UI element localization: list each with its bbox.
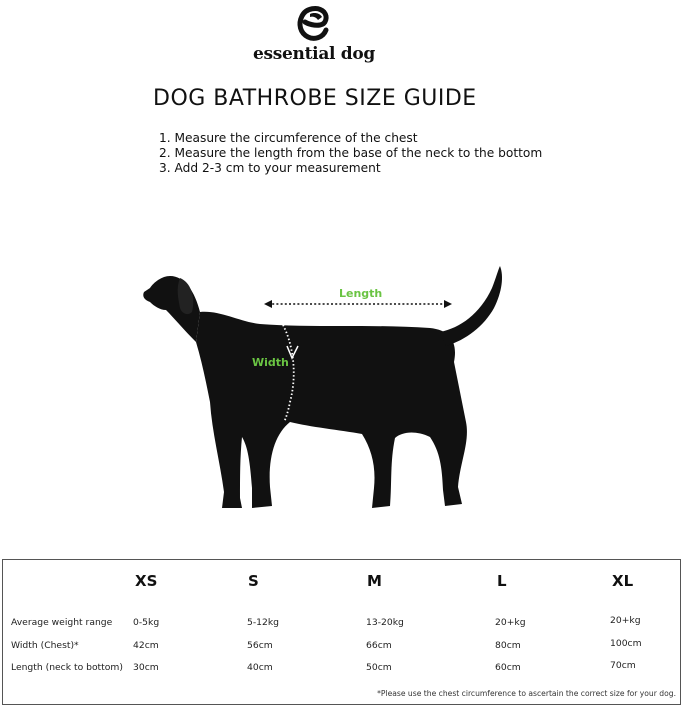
page-title: DOG BATHROBE SIZE GUIDE <box>153 86 477 111</box>
table-cell: 100cm <box>610 638 642 649</box>
length-arrow-right-head <box>444 300 452 308</box>
step-item: 3. Add 2-3 cm to your measurement <box>159 161 381 175</box>
size-header-m: M <box>367 572 382 590</box>
table-cell: 20+kg <box>495 617 526 628</box>
table-cell: 60cm <box>495 662 521 673</box>
table-cell: 70cm <box>610 660 636 671</box>
size-table <box>2 559 681 705</box>
table-cell: 66cm <box>366 640 392 651</box>
dog-e-logo-icon <box>296 4 332 44</box>
row-label-width: Width (Chest)* <box>11 640 79 651</box>
table-cell: 56cm <box>247 640 273 651</box>
step-item: 1. Measure the circumference of the chest <box>159 131 418 145</box>
table-cell: 0-5kg <box>133 617 160 628</box>
size-header-s: S <box>248 572 259 590</box>
size-note: *Please use the chest circumference to ascertain the correct size for your dog. <box>377 689 676 698</box>
size-header-xs: XS <box>135 572 158 590</box>
table-cell: 42cm <box>133 640 159 651</box>
table-cell: 5-12kg <box>247 617 280 628</box>
step-item: 2. Measure the length from the base of the neck to the bottom <box>159 146 543 160</box>
row-label-length: Length (neck to bottom) <box>11 662 123 673</box>
table-cell: 50cm <box>366 662 392 673</box>
size-header-xl: XL <box>612 572 634 590</box>
table-cell: 13-20kg <box>366 617 404 628</box>
brand-name: essential dog <box>252 44 376 64</box>
row-label-weight: Average weight range <box>11 617 113 628</box>
length-arrow-left-head <box>264 300 272 308</box>
table-cell: 40cm <box>247 662 273 673</box>
length-label: Length <box>339 287 383 300</box>
measurement-steps <box>159 131 542 176</box>
size-header-l: L <box>497 572 507 590</box>
dog-silhouette-diagram <box>140 262 505 512</box>
width-label: Width <box>252 356 289 369</box>
table-cell: 80cm <box>495 640 521 651</box>
table-cell: 30cm <box>133 662 159 673</box>
table-cell: 20+kg <box>610 615 641 626</box>
